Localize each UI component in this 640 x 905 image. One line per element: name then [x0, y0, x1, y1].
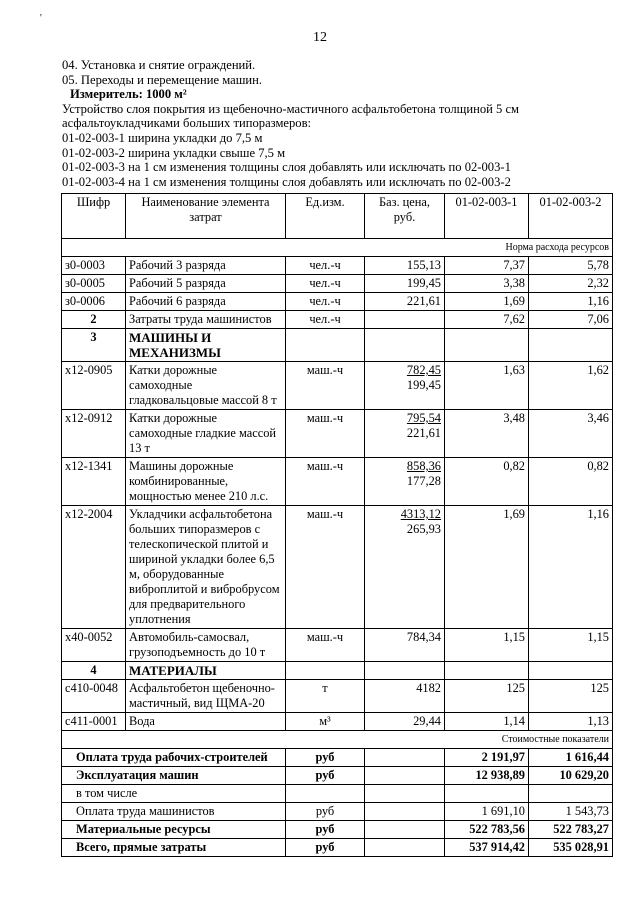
header-col2: 01-02-003-2 [529, 194, 613, 239]
scan-mark: ' [40, 13, 42, 24]
header-code: Шифр [62, 194, 126, 239]
row-code: х12-0912 [62, 410, 126, 458]
intro-block [62, 58, 622, 189]
total-value-1: 522 783,56 [445, 821, 529, 839]
row-value-2: 1,16 [529, 506, 613, 629]
total-value-2: 1 543,73 [529, 803, 613, 821]
row-value-1: 1,69 [445, 293, 529, 311]
row-price: 155,13 [365, 257, 445, 275]
total-unit: руб [286, 749, 365, 767]
total-name: Материальные ресурсы [62, 821, 286, 839]
row-price: 199,45 [365, 275, 445, 293]
total-name: в том числе [62, 785, 286, 803]
norm-note-row [62, 239, 613, 257]
section-row [62, 662, 613, 680]
row-code: с410-0048 [62, 680, 126, 713]
row-unit: чел.-ч [286, 293, 365, 311]
row-value-1: 1,15 [445, 629, 529, 662]
table-row [62, 506, 613, 629]
section-code: 2 [62, 311, 126, 329]
row-name: Автомобиль-самосвал, грузоподъемность до 10 т [126, 629, 286, 662]
price-main: 4313,12 [400, 507, 441, 521]
row-price [365, 362, 445, 410]
description-line: 01-02-003-2 ширина укладки свыше 7,5 м [62, 145, 286, 160]
row-name: Вода [126, 713, 286, 731]
row-value-2: 1,16 [529, 293, 613, 311]
table-row [62, 713, 613, 731]
row-name: Катки дорожные самоходные гладковальцовые массой 8 т [126, 362, 286, 410]
description-line: асфальтоукладчиками больших типоразмеров: [62, 116, 312, 131]
row-value-1: 3,48 [445, 410, 529, 458]
price-main: 782,45 [406, 363, 441, 377]
row-value-2: 5,78 [529, 257, 613, 275]
description-line: 01-02-003-3 на 1 см изменения толщины слоя добавлять или исключать по 02-003-1 [62, 160, 511, 175]
total-unit: руб [286, 839, 365, 857]
description-line: Устройство слоя покрытия из щебеночно-мастичного асфальтобетона толщиной 5 см [62, 101, 520, 116]
total-name: Всего, прямые затраты [62, 839, 286, 857]
row-name: Рабочий 6 разряда [126, 293, 286, 311]
total-value-1: 12 938,89 [445, 767, 529, 785]
row-value-2: 0,82 [529, 458, 613, 506]
row-unit: маш.-ч [286, 506, 365, 629]
row-value-1: 7,62 [445, 311, 529, 329]
row-value-2: 1,62 [529, 362, 613, 410]
cost-note: Стоимостные показатели [62, 731, 613, 749]
total-unit: руб [286, 821, 365, 839]
row-price: 221,61 [365, 293, 445, 311]
row-unit: маш.-ч [286, 458, 365, 506]
row-name: Рабочий 3 разряда [126, 257, 286, 275]
intro-line: 05. Переходы и перемещение машин. [62, 72, 263, 87]
total-value-1 [445, 785, 529, 803]
total-value-2: 10 629,20 [529, 767, 613, 785]
table-header [62, 194, 613, 239]
total-row [62, 839, 613, 857]
total-name: Эксплуатация машин [62, 767, 286, 785]
table-row [62, 629, 613, 662]
price-main: 795,54 [406, 411, 441, 425]
row-value-1: 125 [445, 680, 529, 713]
row-code: з0-0006 [62, 293, 126, 311]
row-name: Укладчики асфальтобетона больших типоразмеров с телескопической плитой и шириной укладки более 6,5 м, оборудованные виброплитой и вибробрусом для предварительного уплотнения [126, 506, 286, 629]
total-value-1: 2 191,97 [445, 749, 529, 767]
description-line: 01-02-003-4 на 1 см изменения толщины слоя добавлять или исключать по 02-003-2 [62, 174, 511, 189]
total-value-1: 1 691,10 [445, 803, 529, 821]
row-name: Катки дорожные самоходные гладкие массой 13 т [126, 410, 286, 458]
price-main: 858,36 [406, 459, 441, 473]
row-value-2: 3,46 [529, 410, 613, 458]
page-number: 12 [313, 30, 327, 45]
row-price [365, 506, 445, 629]
row-price: 29,44 [365, 713, 445, 731]
row-unit: м³ [286, 713, 365, 731]
row-price [365, 458, 445, 506]
table-row [62, 458, 613, 506]
row-code: х40-0052 [62, 629, 126, 662]
intro-line: 04. Установка и снятие ограждений. [62, 58, 256, 72]
total-value-1: 537 914,42 [445, 839, 529, 857]
row-code: с411-0001 [62, 713, 126, 731]
row-code: з0-0003 [62, 257, 126, 275]
price-operator: 177,28 [406, 474, 441, 488]
row-value-2: 2,32 [529, 275, 613, 293]
row-price: 784,34 [365, 629, 445, 662]
section-code: 3 [62, 329, 126, 362]
row-unit: чел.-ч [286, 311, 365, 329]
row-unit: маш.-ч [286, 629, 365, 662]
total-row [62, 821, 613, 839]
section-title: МАТЕРИАЛЫ [126, 662, 286, 680]
price-operator: 221,61 [406, 426, 441, 440]
row-unit: т [286, 680, 365, 713]
row-value-1: 1,14 [445, 713, 529, 731]
row-name: Машины дорожные комбинированные, мощностью менее 210 л.с. [126, 458, 286, 506]
total-row [62, 803, 613, 821]
total-row [62, 785, 613, 803]
table-row [62, 293, 613, 311]
row-value-1: 1,63 [445, 362, 529, 410]
section-row [62, 329, 613, 362]
table-row [62, 275, 613, 293]
row-name: Асфальтобетон щебеночно-мастичный, вид ЩМА-20 [126, 680, 286, 713]
row-unit: маш.-ч [286, 362, 365, 410]
table-row [62, 362, 613, 410]
row-price: 4182 [365, 680, 445, 713]
row-unit: чел.-ч [286, 257, 365, 275]
row-code: х12-1341 [62, 458, 126, 506]
total-value-2: 522 783,27 [529, 821, 613, 839]
description-line: 01-02-003-1 ширина укладки до 7,5 м [62, 130, 263, 145]
row-value-2: 125 [529, 680, 613, 713]
total-unit [286, 785, 365, 803]
header-price: Баз. цена, руб. [365, 194, 445, 239]
total-row [62, 767, 613, 785]
total-name: Оплата труда машинистов [62, 803, 286, 821]
measure-unit: Измеритель: 1000 м² [70, 87, 187, 102]
total-row [62, 749, 613, 767]
table-row [62, 257, 613, 275]
total-unit: руб [286, 767, 365, 785]
price-operator: 199,45 [406, 378, 441, 392]
header-unit: Ед.изм. [286, 194, 365, 239]
row-value-2: 1,13 [529, 713, 613, 731]
row-unit: маш.-ч [286, 410, 365, 458]
header-col1: 01-02-003-1 [445, 194, 529, 239]
row-value-2: 1,15 [529, 629, 613, 662]
row-value-1: 1,69 [445, 506, 529, 629]
row-value-1: 7,37 [445, 257, 529, 275]
row-unit: чел.-ч [286, 275, 365, 293]
table-row [62, 311, 613, 329]
section-code: 4 [62, 662, 126, 680]
row-code: х12-2004 [62, 506, 126, 629]
total-value-2: 535 028,91 [529, 839, 613, 857]
total-value-2: 1 616,44 [529, 749, 613, 767]
row-value-1: 3,38 [445, 275, 529, 293]
row-name: Рабочий 5 разряда [126, 275, 286, 293]
norm-note: Норма расхода ресурсов [62, 239, 613, 257]
total-name: Оплата труда рабочих-строителей [62, 749, 286, 767]
cost-note-row [62, 731, 613, 749]
table-row [62, 680, 613, 713]
row-price [365, 410, 445, 458]
row-value-1: 0,82 [445, 458, 529, 506]
total-unit: руб [286, 803, 365, 821]
resource-table [61, 193, 613, 857]
header-name: Наименование элемента затрат [126, 194, 286, 239]
price-operator: 265,93 [406, 522, 441, 536]
row-name: Затраты труда машинистов [126, 311, 286, 329]
table-row [62, 410, 613, 458]
row-code: х12-0905 [62, 362, 126, 410]
row-code: з0-0005 [62, 275, 126, 293]
total-value-2 [529, 785, 613, 803]
row-value-2: 7,06 [529, 311, 613, 329]
section-title: МАШИНЫ И МЕХАНИЗМЫ [126, 329, 286, 362]
